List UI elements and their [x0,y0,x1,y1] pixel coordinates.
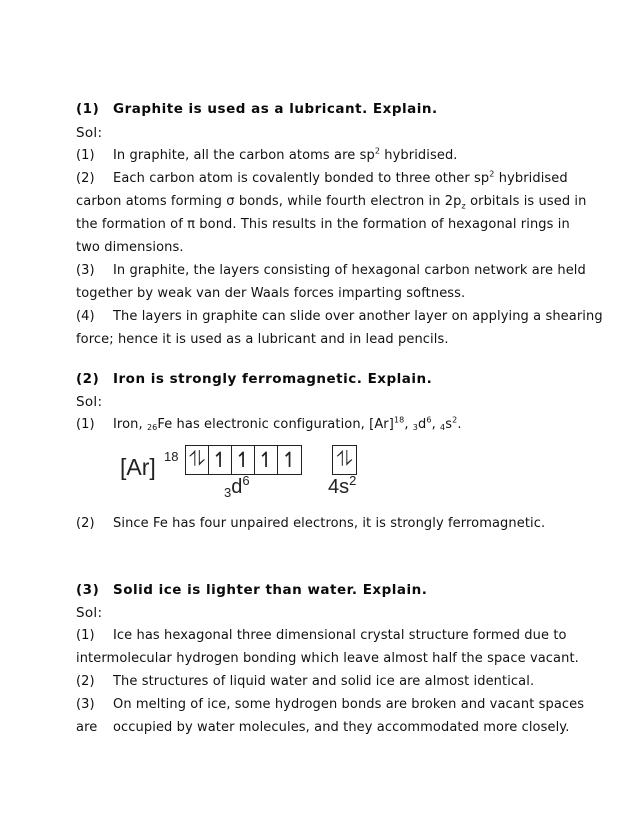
orbital-box: ⥮ [336,448,353,471]
argon-core-label: [Ar] [120,454,156,480]
q3-point-2: (2) The structures of liquid water and solid ice are almost identical. [76,674,535,689]
orbital-box: ↿ [209,446,232,474]
4s-orbital-box [332,445,357,475]
3d-orbital-boxes [185,445,302,475]
q2-point-2: (2) Since Fe has four unpaired electrons, it is strongly ferromagnetic. [76,516,546,531]
solution-1-label: Sol: [76,125,103,141]
q1-point-1: (1) In graphite, all the carbon atoms are $sp^2$ hybridised. [76,146,458,163]
q2-point-1: (1) Iron, 26Fe has electronic configuration, $[Ar]^{18}$, $3d^6$, $4s^2$. [76,415,462,432]
q1-point-4-line-1: (4) The layers in graphite can slide over another layer on applying a shearing [76,309,603,324]
orbital-box: ↿ [255,446,278,474]
orbital-box: ↿ [280,448,299,472]
q3-point-3-line-2: are occupied by water molecules, and they accommodated more closely. [76,720,570,735]
q1-point-2-line-4: two dimensions. [76,240,184,255]
q1-point-3-line-1: (3) In graphite, the layers consisting of hexagonal carbon network are held [76,263,586,278]
q1-point-2-line-2: carbon atoms forming σ bonds, while fourth electron in $2p_z$ orbitals is used in [76,194,587,211]
q1-point-4-line-2: force; hence it is used as a lubricant and in lead pencils. [76,332,449,347]
argon-core-superscript: 18 [164,449,179,464]
solution-2-label: Sol: [76,394,103,410]
q3-point-3-line-1: (3) On melting of ice, some hydrogen bonds are broken and vacant spaces [76,697,585,712]
orbital-box: ↿ [232,446,255,474]
question-1-heading: (1) Graphite is used as a lubricant. Explain. [76,101,438,117]
4s-label: $4s^2$ [328,473,357,498]
q1-point-3-line-2: together by weak van der Waals forces imparting softness. [76,286,466,301]
q1-point-2-line-1: (2) Each carbon atom is covalently bonded to three other $sp^2$ hybridised [76,169,568,186]
solution-3-label: Sol: [76,605,103,621]
electron-configuration-diagram [120,442,380,504]
question-2-heading: (2) Iron is strongly ferromagnetic. Explain. [76,371,433,387]
q1-point-2-line-3: the formation of π bond. This results in the formation of hexagonal rings in [76,217,570,232]
3d-label: $_3d^6$ [224,473,250,500]
orbital-box: ⥮ [186,446,209,474]
q3-point-1-line-2: intermolecular hydrogen bonding which leave almost half the space vacant. [76,651,579,666]
q3-point-1-line-1: (1) Ice has hexagonal three dimensional crystal structure formed due to [76,628,567,643]
question-3-heading: (3) Solid ice is lighter than water. Explain. [76,582,428,598]
